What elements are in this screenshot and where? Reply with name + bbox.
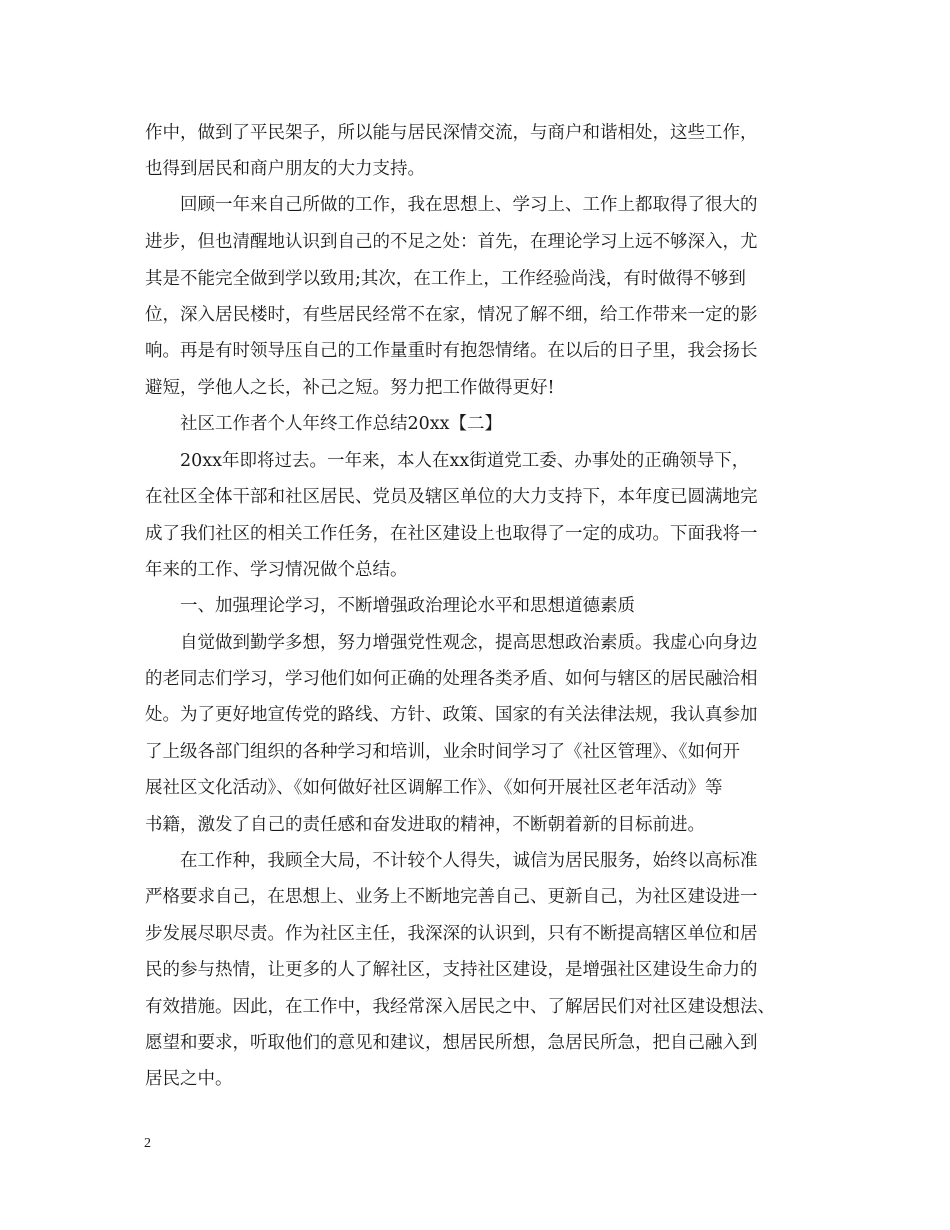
text-line: 愿望和要求，听取他们的意见和建议，想居民所想，急居民所急，把自己融入到 bbox=[145, 1033, 758, 1053]
text-line: 作中，做到了平民架子，所以能与居民深情交流，与商户和谐相处，这些工作， bbox=[145, 123, 758, 143]
section-heading: 社区工作者个人年终工作总结20xx【二】 bbox=[145, 414, 503, 434]
text-line: 年来的工作、学习情况做个总结。 bbox=[145, 560, 408, 580]
text-line: 民的参与热情，让更多的人了解社区，支持社区建设，是增强社区建设生命力的 bbox=[145, 960, 758, 980]
text-line: 在社区全体干部和社区居民、党员及辖区单位的大力支持下，本年度已圆满地完 bbox=[145, 487, 758, 507]
text-line: 在工作种，我顾全大局，不计较个人得失，诚信为居民服务，始终以高标准 bbox=[145, 851, 758, 871]
text-line: 响。再是有时领导压自己的工作量重时有抱怨情绪。在以后的日子里，我会扬长 bbox=[145, 341, 758, 361]
text-line: 进步，但也清醒地认识到自己的不足之处：首先，在理论学习上远不够深入，尤 bbox=[145, 232, 758, 252]
text-line: 自觉做到勤学多想，努力增强党性观念，提高思想政治素质。我虚心向身边 bbox=[145, 633, 758, 653]
text-line: 20xx年即将过去。一年来，本人在xx街道党工委、办事处的正确领导下， bbox=[145, 451, 750, 471]
text-line: 有效措施。因此，在工作中，我经常深入居民之中、了解居民们对社区建设想法、 bbox=[145, 997, 775, 1017]
text-line: 的老同志们学习，学习他们如何正确的处理各类矛盾、如何与辖区的居民融洽相 bbox=[145, 669, 758, 689]
text-line: 也得到居民和商户朋友的大力支持。 bbox=[145, 159, 425, 179]
text-line: 书籍，激发了自己的责任感和奋发进取的精神，不断朝着新的目标前进。 bbox=[145, 815, 705, 835]
text-line: 其是不能完全做到学以致用;其次，在工作上，工作经验尚浅，有时做得不够到 bbox=[145, 269, 746, 289]
text-line: 了上级各部门组织的各种学习和培训，业余时间学习了《社区管理》、《如何开 bbox=[145, 742, 740, 762]
text-line: 居民之中。 bbox=[145, 1069, 233, 1089]
text-line: 成了我们社区的相关工作任务，在社区建设上也取得了一定的成功。下面我将一 bbox=[145, 524, 758, 544]
text-line: 避短，学他人之长，补己之短。努力把工作做得更好! bbox=[145, 378, 555, 398]
subsection-heading: 一、加强理论学习，不断增强政治理论水平和思想道德素质 bbox=[145, 596, 635, 616]
text-line: 位，深入居民楼时，有些居民经常不在家，情况了解不细，给工作带来一定的影 bbox=[145, 305, 758, 325]
text-line: 展社区文化活动》、《如何做好社区调解工作》、《如何开展社区老年活动》等 bbox=[145, 778, 723, 798]
text-line: 步发展尽职尽责。作为社区主任，我深深的认识到，只有不断提高辖区单位和居 bbox=[145, 924, 758, 944]
text-line: 处。为了更好地宣传党的路线、方针、政策、国家的有关法律法规，我认真参加 bbox=[145, 705, 758, 725]
text-line: 回顾一年来自己所做的工作，我在思想上、学习上、工作上都取得了很大的 bbox=[145, 195, 758, 215]
page-number: 2 bbox=[144, 1136, 151, 1151]
text-line: 严格要求自己，在思想上、业务上不断地完善自己、更新自己，为社区建设进一 bbox=[145, 887, 758, 907]
